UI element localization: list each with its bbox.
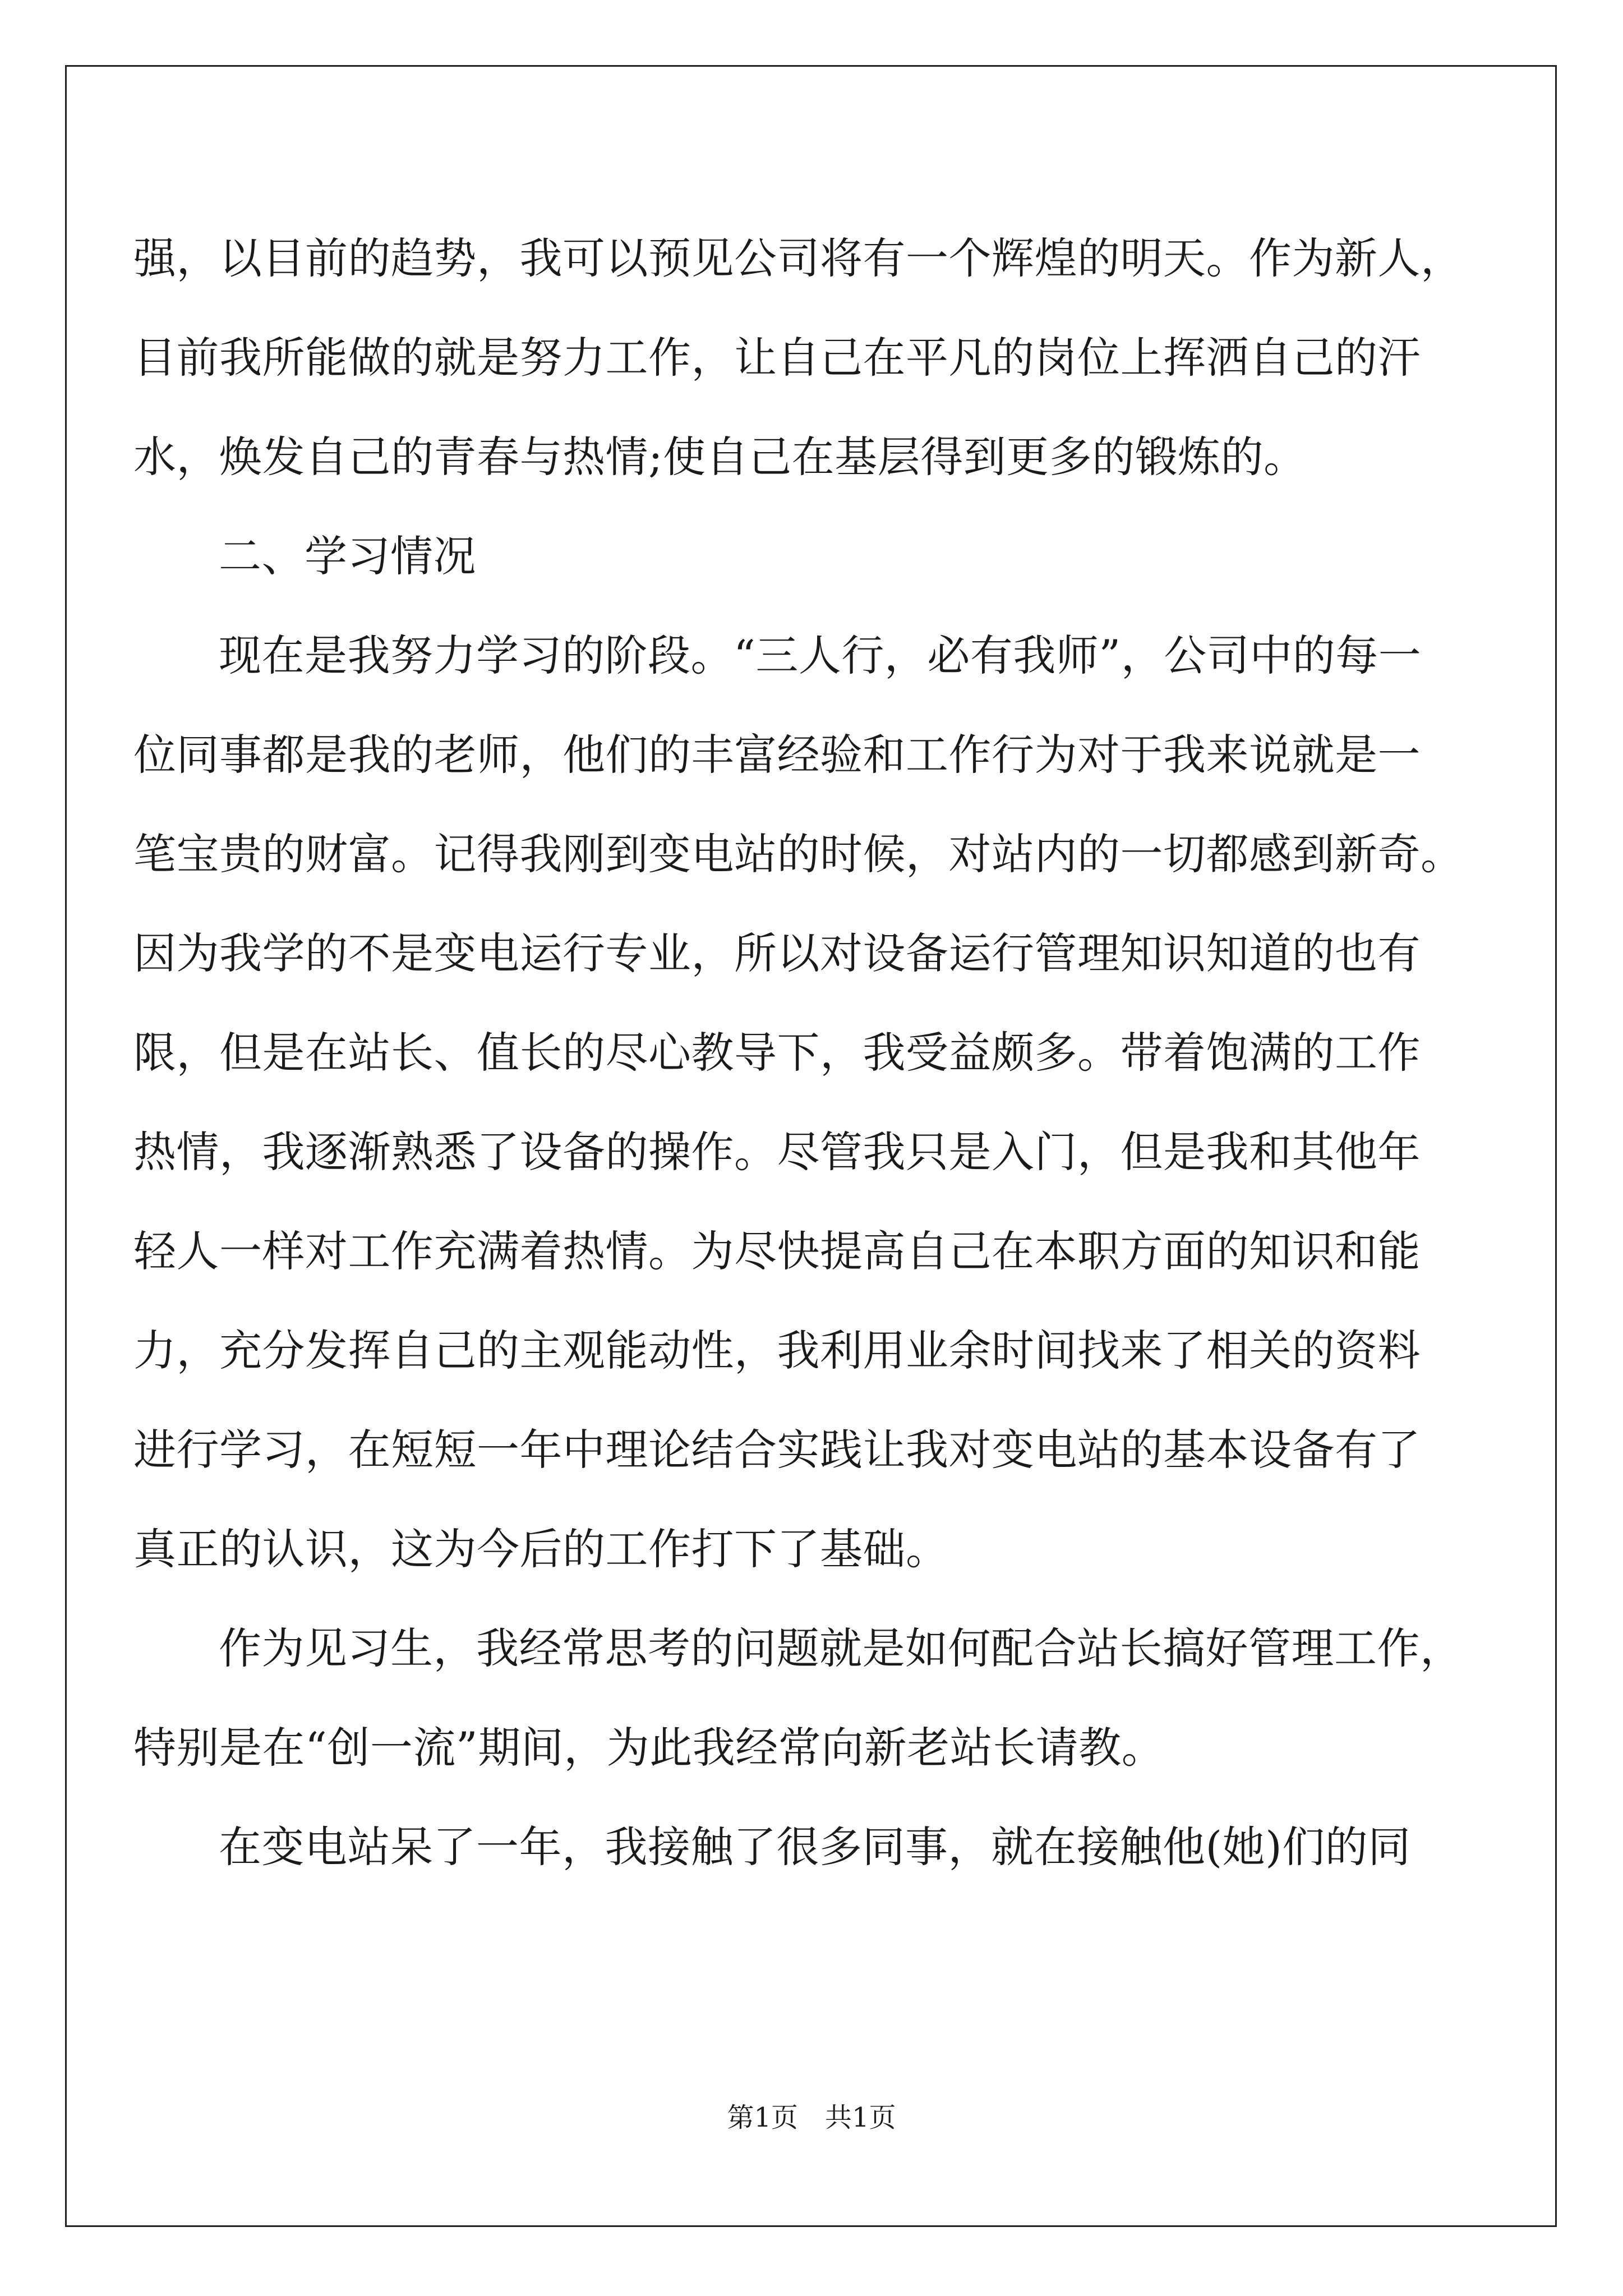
text-line: 目前我所能做的就是努力工作，让自己在平凡的岗位上挥洒自己的汗 [133, 333, 1421, 383]
text-line: 现在是我努力学习的阶段。“三人行，必有我师”，公司中的每一 [219, 631, 1422, 680]
text-line: 真正的认识，这为今后的工作打下了基础。 [133, 1524, 949, 1574]
document-body [133, 209, 1491, 1897]
text-line: 热情，我逐渐熟悉了设备的操作。尽管我只是入门，但是我和其他年 [133, 1127, 1421, 1177]
text-line: 轻人一样对工作充满着热情。为尽快提高自己在本职方面的知识和能 [133, 1226, 1421, 1276]
section-heading [133, 507, 1491, 606]
paragraph-4 [133, 1599, 1491, 1797]
page-number: 第1页 [727, 2102, 798, 2133]
page-footer [0, 2101, 1623, 2134]
text-line: 水，焕发自己的青春与热情;使自己在基层得到更多的锻炼的。 [133, 432, 1307, 482]
text-line: 特别是在“创一流”期间，为此我经常向新老站长请教。 [133, 1723, 1165, 1773]
text-line: 因为我学的不是变电运行专业，所以对设备运行管理知识知道的也有 [133, 928, 1421, 978]
text-line: 笔宝贵的财富。记得我刚到变电站的时候，对站内的一切都感到新奇。 [133, 829, 1464, 879]
text-line: 强，以目前的趋势，我可以预见公司将有一个辉煌的明天。作为新人， [133, 233, 1464, 283]
paragraph-3 [133, 606, 1491, 1599]
section-heading-text: 二、学习情况 [219, 531, 476, 581]
text-line: 力，充分发挥自己的主观能动性，我利用业余时间找来了相关的资料 [133, 1326, 1421, 1375]
page-total: 共1页 [825, 2102, 896, 2133]
text-line: 进行学习，在短短一年中理论结合实践让我对变电站的基本设备有了 [133, 1425, 1421, 1475]
paragraph-5 [133, 1797, 1491, 1897]
paragraph-1 [133, 209, 1491, 507]
text-line: 在变电站呆了一年，我接触了很多同事，就在接触他(她)们的同 [219, 1822, 1411, 1872]
text-line: 限，但是在站长、值长的尽心教导下，我受益颇多。带着饱满的工作 [133, 1028, 1421, 1078]
text-line: 作为见习生，我经常思考的问题就是如何配合站长搞好管理工作， [219, 1623, 1463, 1673]
text-line: 位同事都是我的老师，他们的丰富经验和工作行为对于我来说就是一 [133, 730, 1421, 780]
